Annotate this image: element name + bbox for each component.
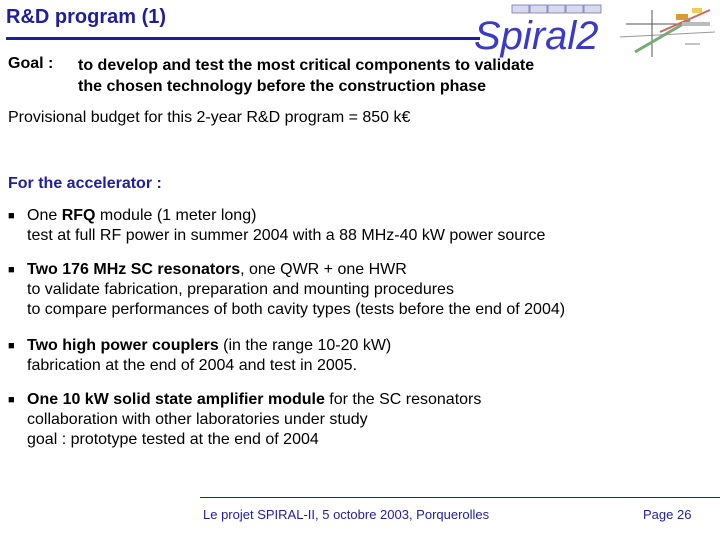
footer-text: Le projet SPIRAL-II, 5 octobre 2003, Porquerolles <box>203 507 490 522</box>
bullet-text: for the SC resonators <box>324 391 482 408</box>
goal-label: Goal : <box>8 55 54 72</box>
footer-divider <box>200 497 720 498</box>
bullet-line: collaboration with other laboratories under study <box>27 411 368 428</box>
bullet-line <box>27 336 391 356</box>
bullet-line <box>27 260 565 280</box>
bullet-line: to compare performances of both cavity types (tests before the end of 2004) <box>27 301 566 318</box>
bullet-item-amplifier <box>8 390 481 450</box>
bullet-item-couplers <box>8 336 391 376</box>
bullet-text: module (1 meter long) <box>95 207 257 224</box>
square-bullet-icon: ■ <box>8 210 15 222</box>
page-number: Page 26 <box>643 507 692 522</box>
budget-statement: Provisional budget for this 2-year R&D program = 850 k€ <box>8 109 411 126</box>
goal-text <box>78 55 698 97</box>
bullet-text: , one QWR + one HWR <box>240 261 407 278</box>
logo-modules <box>512 5 601 13</box>
bullet-item-sc-resonators <box>8 260 565 320</box>
bullet-line: fabrication at the end of 2004 and test in 2005. <box>27 357 358 374</box>
logo-diagram <box>620 8 715 57</box>
bullet-bold-text: One 10 kW solid state amplifier module <box>27 391 325 408</box>
spiral2-logo <box>470 2 720 62</box>
bullet-bold-text: Two high power couplers <box>27 337 219 354</box>
title-underline <box>6 37 480 40</box>
square-bullet-icon: ■ <box>8 394 15 406</box>
slide-title: R&D program (1) <box>6 6 167 28</box>
goal-line-1: to develop and test the most critical components to validate <box>78 57 535 74</box>
bullet-line <box>27 206 545 226</box>
bullet-line: goal : prototype tested at the end of 2004 <box>27 431 319 448</box>
bullet-text: (in the range 10-20 kW) <box>218 337 392 354</box>
square-bullet-icon: ■ <box>8 264 15 276</box>
goal-line-2: the chosen technology before the construction phase <box>78 78 487 95</box>
bullet-line: test at full RF power in summer 2004 with a 88 MHz-40 kW power source <box>27 227 546 244</box>
bullet-line: to validate fabrication, preparation and mounting procedures <box>27 281 454 298</box>
logo-wordmark: Spiral2 <box>474 14 599 58</box>
square-bullet-icon: ■ <box>8 340 15 352</box>
bullet-text: One <box>27 207 62 224</box>
bullet-bold-text: RFQ <box>61 207 96 224</box>
bullet-bold-text: Two 176 MHz SC resonators <box>27 261 241 278</box>
bullet-item-rfq <box>8 206 545 246</box>
bullet-line <box>27 390 481 410</box>
section-heading: For the accelerator : <box>8 175 162 192</box>
